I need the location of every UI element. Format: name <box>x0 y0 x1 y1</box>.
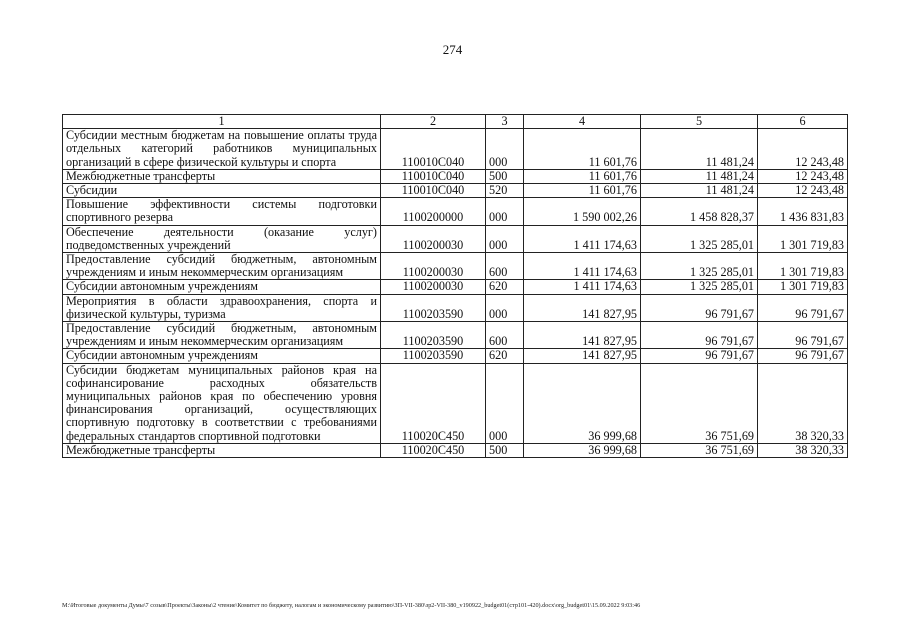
cell-description: Субсидии автономным учреждениям <box>63 349 381 363</box>
cell-expense-type: 000 <box>486 198 524 225</box>
cell-target-code: 1100203590 <box>381 294 486 321</box>
column-header: 3 <box>486 115 524 129</box>
cell-amount-col6: 38 320,33 <box>758 443 848 457</box>
cell-expense-type: 520 <box>486 184 524 198</box>
cell-description: Субсидии местным бюджетам на повышение оплаты труда отдельных категорий работников муниципальных организаций в сфере физической культуры и спорта <box>63 129 381 170</box>
table-row <box>63 129 848 170</box>
cell-amount-col5: 1 458 828,37 <box>641 198 758 225</box>
table-row <box>63 253 848 280</box>
table-row <box>63 225 848 252</box>
column-header: 5 <box>641 115 758 129</box>
cell-expense-type: 620 <box>486 280 524 294</box>
cell-amount-col6: 12 243,48 <box>758 169 848 183</box>
cell-amount-col5: 11 481,24 <box>641 169 758 183</box>
cell-description: Предоставление субсидий бюджетным, автономным учреждениям и иным некоммерческим организациям <box>63 322 381 349</box>
cell-target-code: 1100203590 <box>381 349 486 363</box>
table-row <box>63 443 848 457</box>
cell-expense-type: 000 <box>486 225 524 252</box>
cell-amount-col5: 96 791,67 <box>641 294 758 321</box>
cell-amount-col4: 36 999,68 <box>524 363 641 443</box>
cell-amount-col4: 1 411 174,63 <box>524 280 641 294</box>
cell-amount-col5: 1 325 285,01 <box>641 280 758 294</box>
cell-target-code: 110020С450 <box>381 443 486 457</box>
cell-expense-type: 500 <box>486 443 524 457</box>
cell-amount-col6: 1 301 719,83 <box>758 280 848 294</box>
cell-expense-type: 000 <box>486 294 524 321</box>
cell-amount-col5: 96 791,67 <box>641 322 758 349</box>
cell-target-code: 1100200030 <box>381 225 486 252</box>
cell-amount-col4: 141 827,95 <box>524 322 641 349</box>
table-row <box>63 280 848 294</box>
table-header-row <box>63 115 848 129</box>
table-body <box>63 129 848 458</box>
cell-amount-col6: 96 791,67 <box>758 294 848 321</box>
table-row <box>63 198 848 225</box>
cell-expense-type: 620 <box>486 349 524 363</box>
cell-amount-col5: 96 791,67 <box>641 349 758 363</box>
cell-amount-col4: 1 590 002,26 <box>524 198 641 225</box>
column-header: 4 <box>524 115 641 129</box>
cell-amount-col4: 36 999,68 <box>524 443 641 457</box>
cell-expense-type: 000 <box>486 129 524 170</box>
cell-amount-col5: 1 325 285,01 <box>641 253 758 280</box>
cell-description: Межбюджетные трансферты <box>63 169 381 183</box>
cell-description: Мероприятия в области здравоохранения, спорта и физической культуры, туризма <box>63 294 381 321</box>
cell-amount-col4: 141 827,95 <box>524 349 641 363</box>
footer-file-path: M:\Итоговые документы Думы\7 созыв\Проекты\Законы\2 чтение\Комитет по бюджету, налогам и экономическому развитию\ЗП-VII-380\зр2-VII-380_v190922_budget01(стр101-420).docx\org_budget01\15.09.2022 9:03:46 <box>62 602 641 609</box>
cell-target-code: 110010С040 <box>381 169 486 183</box>
cell-expense-type: 500 <box>486 169 524 183</box>
cell-description: Предоставление субсидий бюджетным, автономным учреждениям и иным некоммерческим организациям <box>63 253 381 280</box>
budget-table <box>62 114 848 458</box>
cell-amount-col4: 11 601,76 <box>524 129 641 170</box>
cell-description: Субсидии автономным учреждениям <box>63 280 381 294</box>
column-header: 1 <box>63 115 381 129</box>
cell-target-code: 110010С040 <box>381 184 486 198</box>
cell-description: Обеспечение деятельности (оказание услуг) подведомственных учреждений <box>63 225 381 252</box>
cell-target-code: 1100200030 <box>381 253 486 280</box>
cell-amount-col6: 12 243,48 <box>758 129 848 170</box>
cell-amount-col6: 1 436 831,83 <box>758 198 848 225</box>
cell-amount-col6: 96 791,67 <box>758 322 848 349</box>
cell-expense-type: 600 <box>486 253 524 280</box>
cell-amount-col5: 36 751,69 <box>641 363 758 443</box>
cell-amount-col4: 1 411 174,63 <box>524 225 641 252</box>
page-number: 274 <box>442 42 463 57</box>
table-row <box>63 322 848 349</box>
table-row <box>63 169 848 183</box>
table-row <box>63 294 848 321</box>
cell-amount-col6: 38 320,33 <box>758 363 848 443</box>
cell-amount-col4: 11 601,76 <box>524 184 641 198</box>
cell-target-code: 1100200000 <box>381 198 486 225</box>
cell-amount-col4: 1 411 174,63 <box>524 253 641 280</box>
table-row <box>63 363 848 443</box>
cell-target-code: 1100203590 <box>381 322 486 349</box>
table-row <box>63 184 848 198</box>
cell-amount-col6: 96 791,67 <box>758 349 848 363</box>
cell-description: Повышение эффективности системы подготовки спортивного резерва <box>63 198 381 225</box>
cell-amount-col5: 36 751,69 <box>641 443 758 457</box>
cell-amount-col6: 12 243,48 <box>758 184 848 198</box>
cell-target-code: 1100200030 <box>381 280 486 294</box>
cell-target-code: 110010С040 <box>381 129 486 170</box>
cell-expense-type: 600 <box>486 322 524 349</box>
cell-amount-col6: 1 301 719,83 <box>758 225 848 252</box>
cell-expense-type: 000 <box>486 363 524 443</box>
cell-description: Межбюджетные трансферты <box>63 443 381 457</box>
cell-amount-col4: 141 827,95 <box>524 294 641 321</box>
cell-description: Субсидии <box>63 184 381 198</box>
table-row <box>63 349 848 363</box>
cell-amount-col5: 1 325 285,01 <box>641 225 758 252</box>
cell-amount-col4: 11 601,76 <box>524 169 641 183</box>
cell-amount-col6: 1 301 719,83 <box>758 253 848 280</box>
cell-target-code: 110020С450 <box>381 363 486 443</box>
column-header: 2 <box>381 115 486 129</box>
cell-amount-col5: 11 481,24 <box>641 184 758 198</box>
cell-description: Субсидии бюджетам муниципальных районов края на софинансирование расходных обязательств муниципальных районов края по обеспечению уровня финансирования организаций, осуществляющих спортивную подготовку в соответствии с требованиями федеральных стандартов спортивной подготовки <box>63 363 381 443</box>
column-header: 6 <box>758 115 848 129</box>
cell-amount-col5: 11 481,24 <box>641 129 758 170</box>
